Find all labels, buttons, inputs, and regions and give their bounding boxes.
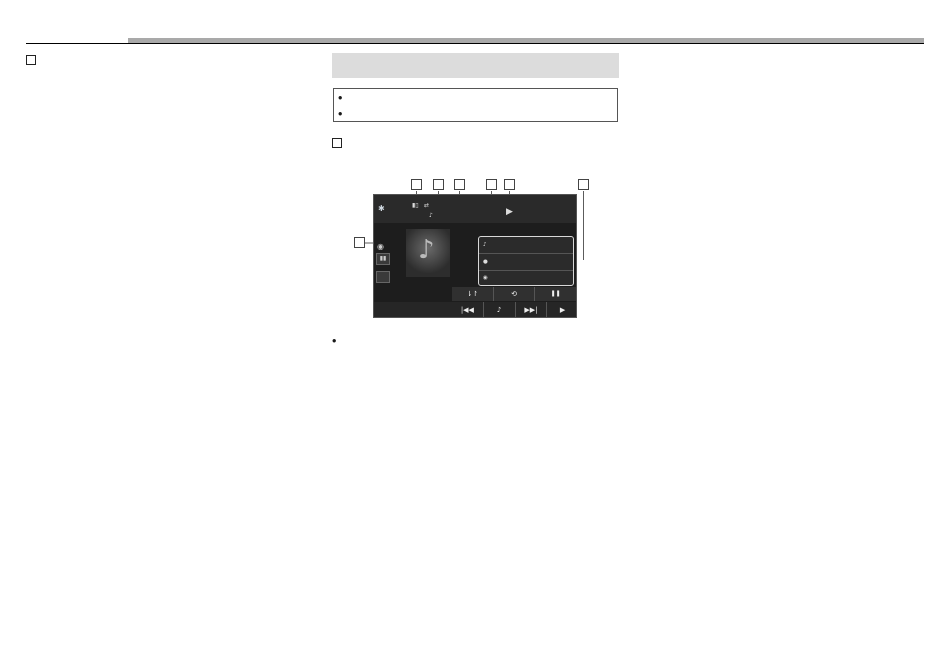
next-track-button[interactable]: ▶▶|	[516, 302, 548, 318]
bt-audio-title	[332, 53, 619, 78]
indications-heading	[332, 134, 622, 152]
tp-button[interactable]	[376, 271, 390, 283]
album-icon: ◉	[483, 275, 488, 281]
callout-7	[354, 237, 365, 248]
bluetooth-icon: ✱	[378, 204, 385, 213]
callout-5	[504, 179, 515, 190]
pause-button[interactable]: ❚❚	[550, 290, 561, 297]
register-note-box	[333, 88, 618, 122]
repeat-button[interactable]: ⟲	[494, 287, 536, 301]
checkbox-icon	[332, 138, 342, 148]
device-type-icon: ◉	[377, 242, 384, 251]
callout-4	[486, 179, 497, 190]
connect-note: •	[338, 106, 343, 121]
source-control-screen	[373, 194, 577, 318]
song-icon: ♪	[483, 242, 487, 248]
setting-items-heading	[26, 51, 40, 69]
album-art	[406, 229, 450, 277]
tag-data-panel[interactable]	[478, 236, 574, 286]
checkbox-icon	[26, 55, 36, 65]
callout-1	[411, 179, 422, 190]
play-status-icon: ▶	[506, 207, 513, 217]
control-row-1	[452, 287, 576, 301]
music-note-icon: ♪	[418, 235, 435, 265]
prev-track-button[interactable]: |◀◀	[452, 302, 484, 318]
control-row-2	[374, 302, 577, 318]
playmode-icon: ⇄	[424, 202, 430, 209]
eq-icon[interactable]: ▮▮	[376, 253, 390, 265]
home-button[interactable]	[374, 302, 412, 318]
music-list-button[interactable]: ♪	[484, 302, 516, 318]
battery-icon: ▮▯	[412, 202, 419, 209]
callout-2	[433, 179, 444, 190]
callout-6	[578, 179, 589, 190]
track-no: ♪	[429, 212, 433, 219]
register-note: •	[338, 91, 343, 105]
header-rule	[26, 43, 924, 44]
callout-3	[454, 179, 465, 190]
artist-icon: ●	[483, 259, 488, 265]
play-button[interactable]: ▶	[559, 306, 566, 314]
screen-note: •	[332, 334, 337, 348]
random-button[interactable]: ⇂↾	[452, 287, 494, 301]
